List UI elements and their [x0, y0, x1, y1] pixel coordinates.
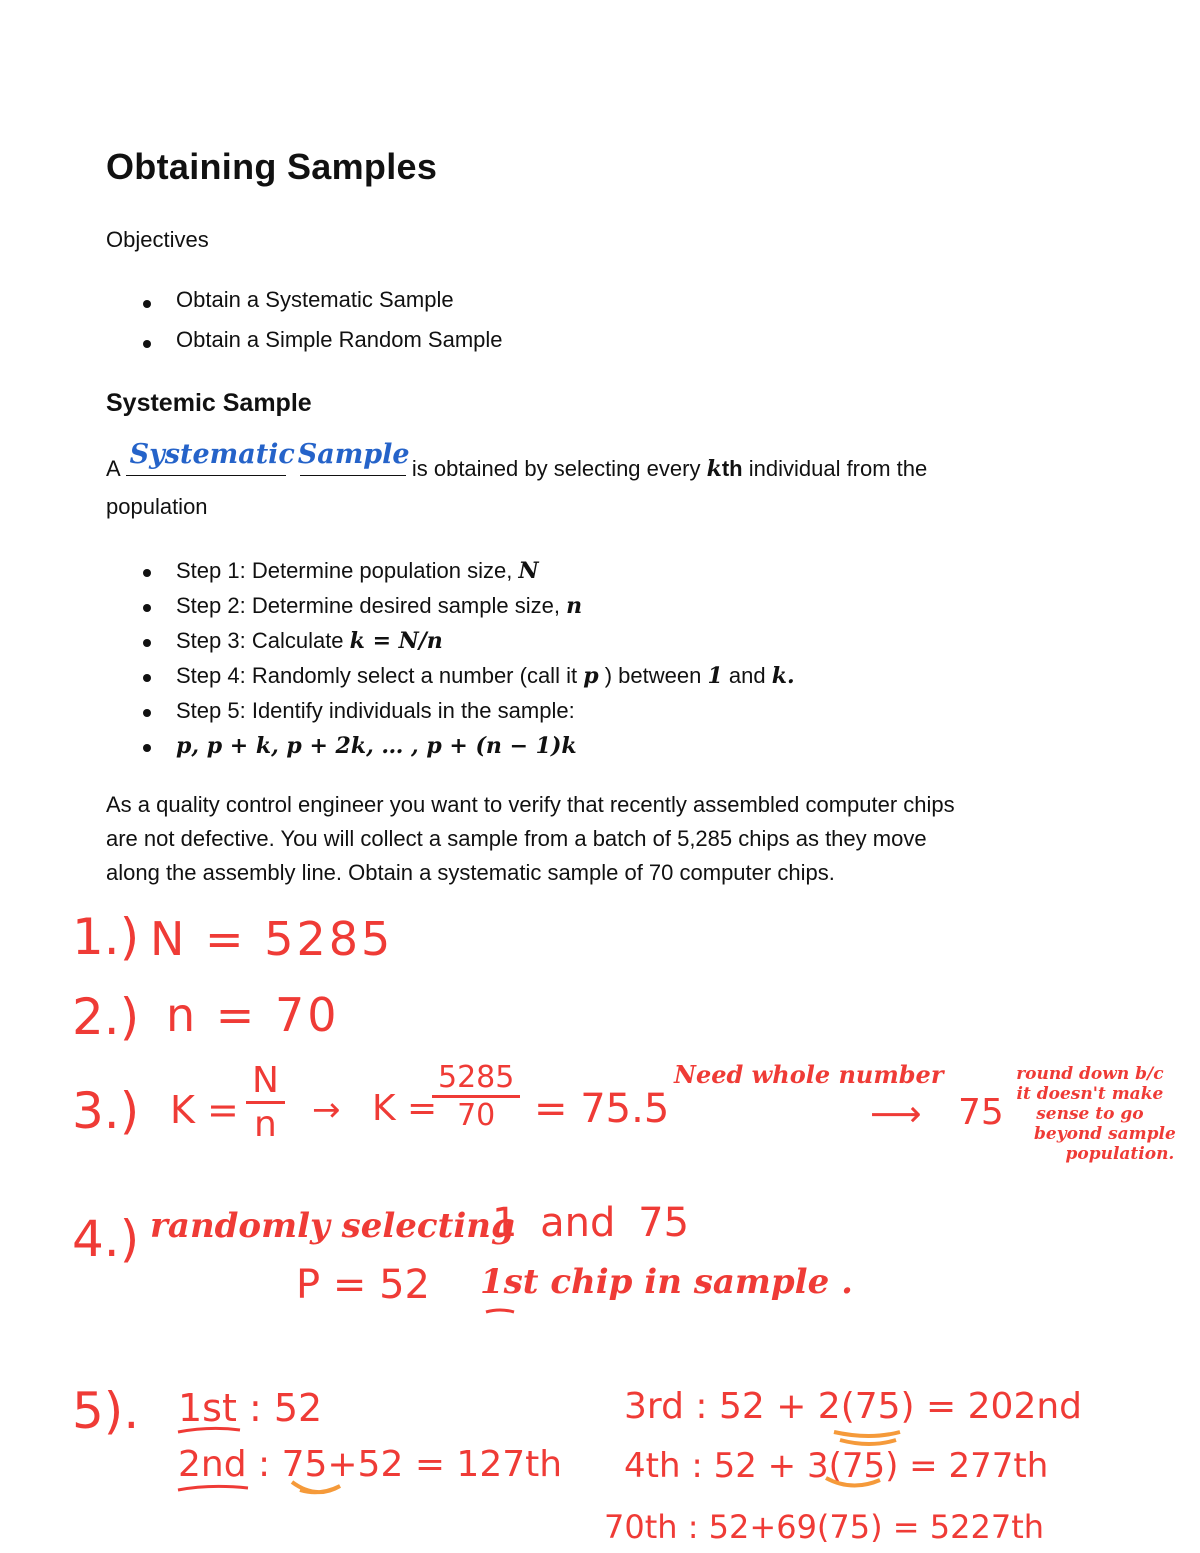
definition-suffix-end: individual from the [748, 456, 928, 481]
hw-fraction-numerator: N [246, 1060, 285, 1104]
hw-step5-fourth: 4th : 52 + 3(75) = 277th [624, 1446, 1049, 1486]
hw-fraction-denominator: 70 [457, 1098, 496, 1133]
hw-underline [178, 1428, 240, 1432]
paragraph-line: along the assembly line. Obtain a systematic sample of 70 computer chips. [106, 860, 835, 885]
hw-step4-label: 4.) [72, 1210, 140, 1268]
list-item: Obtain a Simple Random Sample [106, 324, 503, 364]
hw-note-line: it doesn't make [1016, 1084, 1164, 1104]
step-math: p, p + k, p + 2k, … , p + (n − 1)k [176, 733, 577, 759]
hw-step1-label: 1.) [72, 908, 140, 966]
hw-underline [178, 1486, 248, 1490]
hw-long-arrow-icon: ⟶ [870, 1094, 922, 1135]
hw-step5-first: 1st : 52 [178, 1386, 323, 1430]
hw-note-line: population. [1065, 1144, 1175, 1164]
step-text: ) between [604, 663, 702, 688]
hw-step5-label: 5). [72, 1382, 140, 1440]
hw-step2-label: 2.) [72, 988, 140, 1046]
step-text: and [728, 663, 766, 688]
definition-prefix: A [106, 456, 120, 481]
paragraph-line: are not defective. You will collect a sample from a batch of 5,285 chips as they move [106, 826, 927, 851]
step-math: N [518, 558, 539, 584]
hw-arrow-icon: → [312, 1090, 341, 1130]
handwritten-answer-1: Systematic [129, 439, 295, 470]
hw-step4-range: 1 and 75 [492, 1200, 690, 1246]
hw-step3-rounded: 75 [958, 1092, 1004, 1133]
step-math: k = N/n [349, 628, 443, 654]
step-text: Step 5: Identify individuals in the sample: [176, 698, 575, 723]
k-suffix: th [721, 456, 743, 481]
handwritten-answer-2: Sample [297, 439, 410, 470]
hw-step4-first: 1st chip in sample . [480, 1262, 853, 1302]
hw-highlight-scribble [834, 1432, 900, 1444]
hw-step2-expr: n = 70 [166, 988, 340, 1042]
step-text: Step 3: Calculate [176, 628, 344, 653]
section-heading: Systemic Sample [106, 389, 312, 417]
definition-suffix-start: is obtained by selecting every [411, 456, 701, 481]
hw-step3-label: 3.) [72, 1082, 140, 1140]
hw-underline [486, 1310, 514, 1312]
hw-highlight-scribble [826, 1478, 880, 1486]
paragraph-line: As a quality control engineer you want to verify that recently assembled computer chips [106, 792, 955, 817]
hw-note-line: sense to go [1036, 1104, 1144, 1124]
step-text: Step 4: Randomly select a number (call it [176, 663, 578, 688]
hw-step4-text: randomly selecting [150, 1206, 515, 1246]
hw-step3-note: Need whole number [674, 1060, 944, 1089]
hw-step3-k: K = [170, 1088, 239, 1132]
hw-note-line: beyond sample [1034, 1124, 1176, 1144]
hw-step5-second: 2nd : 75+52 = 127th [178, 1444, 563, 1485]
step-math: 1 [707, 663, 723, 689]
hw-highlight-scribble [292, 1482, 340, 1492]
page-title: Obtaining Samples [106, 146, 438, 187]
hw-step4-p: P = 52 [296, 1262, 430, 1308]
hw-fraction-denominator: n [254, 1104, 277, 1145]
list-item: Obtain a Systematic Sample [106, 284, 503, 324]
step-text: Step 1: Determine population size, [176, 558, 513, 583]
hw-note-line: round down b/c [1016, 1064, 1164, 1084]
step-math: k. [771, 663, 795, 689]
hw-step5-third: 3rd : 52 + 2(75) = 202nd [624, 1386, 1083, 1427]
hw-fraction-numerator: 5285 [432, 1060, 520, 1098]
hw-step3-k2: K = [372, 1088, 438, 1129]
hw-step5-seventieth: 70th : 52+69(75) = 5227th [604, 1508, 1045, 1546]
step-text: Step 2: Determine desired sample size, [176, 593, 560, 618]
objectives-label: Objectives [106, 227, 209, 252]
hw-step1-expr: N = 5285 [150, 912, 394, 966]
step-math: n [566, 593, 583, 619]
hw-step3-result: = 75.5 [534, 1086, 670, 1132]
step-math: p [583, 663, 599, 689]
k-symbol: k [706, 456, 722, 482]
definition-continuation: population [106, 494, 208, 519]
